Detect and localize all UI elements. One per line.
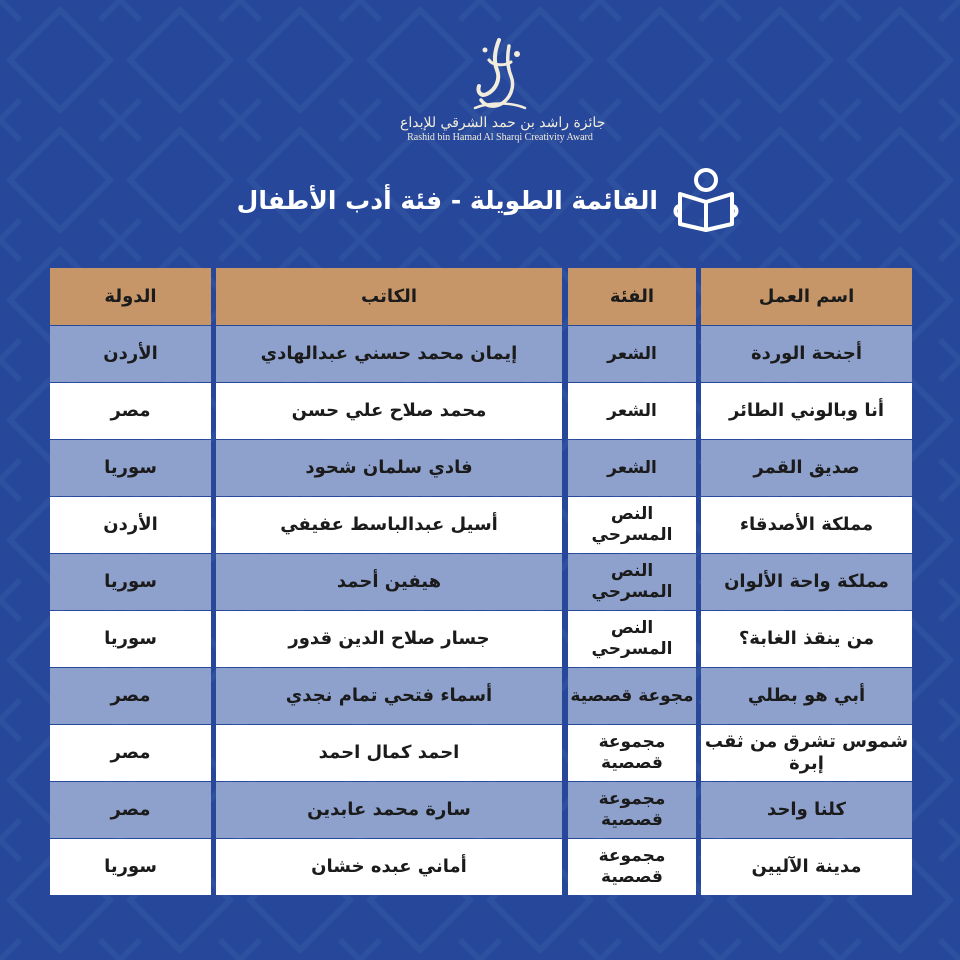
cell-author: هيفين أحمد [216,554,562,610]
page-title: القائمة الطويلة - فئة أدب الأطفال [236,186,658,215]
cell-author: أسماء فتحي تمام نجدي [216,668,562,724]
cell-country: سوريا [50,839,211,895]
column-work-title [701,268,912,904]
cell-work-title: كلنا واحد [701,782,912,838]
cell-country: سوريا [50,440,211,496]
cell-author: أماني عبده خشان [216,839,562,895]
cell-category: النص المسرحي [568,554,696,610]
logo-arabic-name: جائزة راشد بن حمد الشرقي للإبداع [400,115,606,131]
cell-work-title: صديق القمر [701,440,912,496]
cell-country: الأردن [50,326,211,382]
cell-author: سارة محمد عابدين [216,782,562,838]
cell-work-title: مدينة الآليين [701,839,912,895]
cell-author: جسار صلاح الدين قدور [216,611,562,667]
cell-author: احمد كمال احمد [216,725,562,781]
column-country [50,268,211,904]
cell-category: مجموعة قصصية [568,782,696,838]
award-logo [400,36,606,160]
cell-work-title: أنا وبالوني الطائر [701,383,912,439]
cell-category: مجموعة قصصية [568,725,696,781]
cell-country: الأردن [50,497,211,553]
cell-country: مصر [50,725,211,781]
cell-category: مجوعة قصصية [568,668,696,724]
cell-work-title: مملكة واحة الألوان [701,554,912,610]
logo-english-name: Rashid bin Hamad Al Sharqi Creativity Award [407,132,593,143]
cell-category: الشعر [568,383,696,439]
header-category: الفئة [568,268,696,325]
cell-country: مصر [50,383,211,439]
cell-work-title: شموس تشرق من ثقب إبرة [701,725,912,781]
column-author [216,268,562,904]
column-category [568,268,696,904]
cell-category: النص المسرحي [568,497,696,553]
cell-country: سوريا [50,611,211,667]
header-work-title: اسم العمل [701,268,912,325]
cell-work-title: أبي هو بطلي [701,668,912,724]
cell-author: فادي سلمان شحود [216,440,562,496]
cell-country: مصر [50,782,211,838]
cell-category: الشعر [568,326,696,382]
cell-country: سوريا [50,554,211,610]
cell-author: محمد صلاح علي حسن [216,383,562,439]
calligraphy-emblem-icon [465,36,535,112]
page-title-row [0,160,960,240]
cell-category: الشعر [568,440,696,496]
cell-country: مصر [50,668,211,724]
cell-author: أسيل عبدالباسط عفيفي [216,497,562,553]
header-author: الكاتب [216,268,562,325]
cell-work-title: مملكة الأصدقاء [701,497,912,553]
reader-book-icon [668,166,744,232]
cell-category: النص المسرحي [568,611,696,667]
cell-work-title: أجنحة الوردة [701,326,912,382]
cell-category: مجموعة قصصية [568,839,696,895]
header-country: الدولة [50,268,211,325]
cell-author: إيمان محمد حسني عبدالهادي [216,326,562,382]
cell-work-title: من ينقذ الغابة؟ [701,611,912,667]
